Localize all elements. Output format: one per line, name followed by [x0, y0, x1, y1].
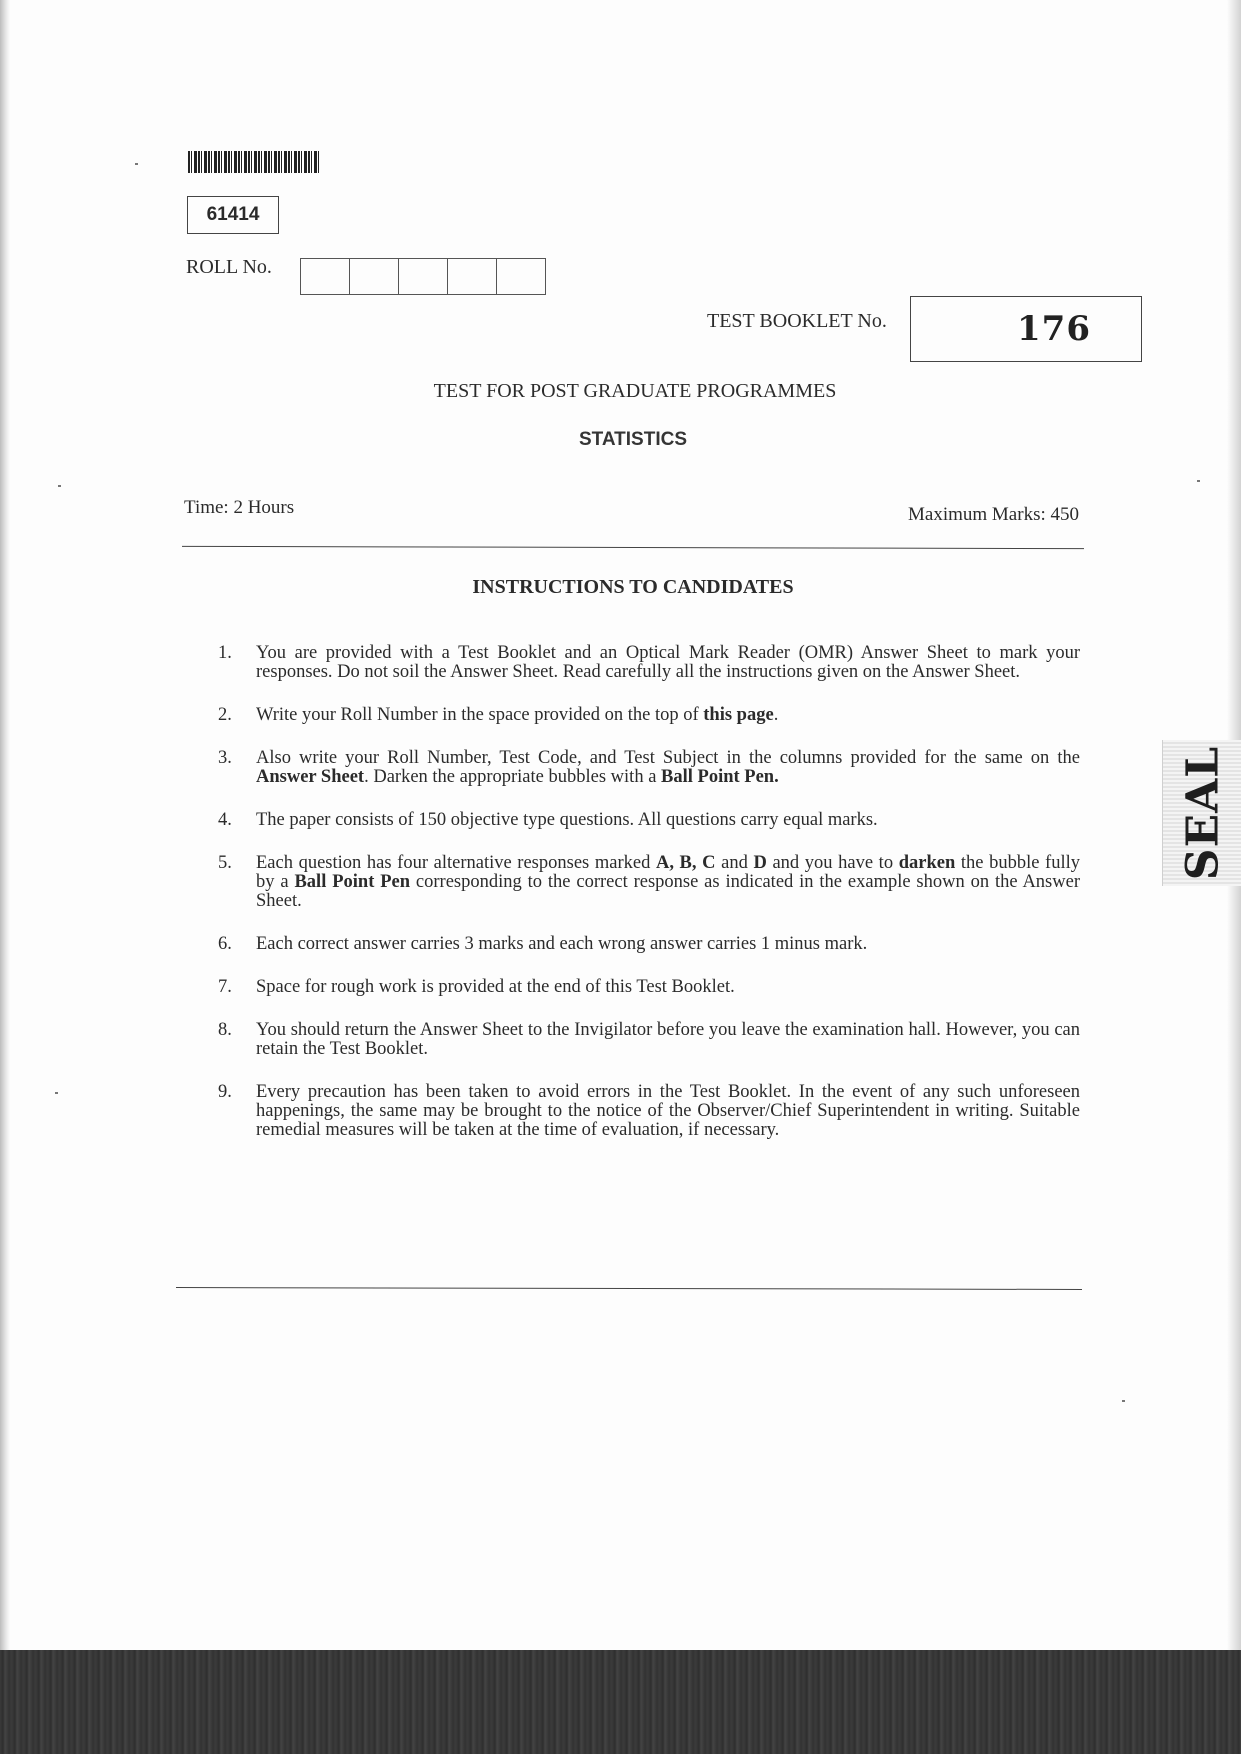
test-booklet-label: TEST BOOKLET No.	[707, 310, 887, 332]
instruction-item	[218, 978, 1080, 997]
instruction-text: Each correct answer carries 3 marks and each wrong answer carries 1 minus mark.	[256, 934, 868, 954]
instruction-text: You should return the Answer Sheet to the Invigilator before you leave the examination hall. However, you can retain the Test Booklet.	[256, 1020, 1080, 1059]
test-booklet-number: 176	[1017, 309, 1091, 349]
instruction-item	[218, 706, 1080, 725]
instruction-number: 5.	[218, 853, 232, 873]
instruction-number: 6.	[218, 934, 232, 954]
instruction-item	[218, 749, 1080, 787]
top-divider	[182, 546, 1084, 549]
scan-speck	[1197, 480, 1200, 482]
paper-left-edge	[0, 0, 10, 1650]
roll-number-boxes[interactable]	[300, 258, 545, 295]
instruction-number: 2.	[218, 705, 232, 725]
maximum-marks: Maximum Marks: 450	[908, 504, 1079, 525]
roll-digit-box[interactable]	[496, 258, 546, 295]
instruction-item	[218, 644, 1080, 682]
test-booklet-number-box	[910, 296, 1142, 362]
instruction-number: 1.	[218, 643, 232, 663]
instruction-number: 7.	[218, 977, 232, 997]
instruction-text: The paper consists of 150 objective type questions. All questions carry equal marks.	[256, 810, 878, 830]
instruction-item	[218, 935, 1080, 954]
scan-speck	[58, 485, 61, 487]
scan-speck	[55, 1092, 58, 1094]
instruction-number: 9.	[218, 1082, 232, 1102]
instruction-item	[218, 1083, 1080, 1140]
roll-digit-box[interactable]	[300, 258, 350, 295]
scan-speck	[1122, 1400, 1125, 1402]
instruction-item	[218, 1021, 1080, 1059]
instruction-number: 4.	[218, 810, 232, 830]
instructions-heading: INSTRUCTIONS TO CANDIDATES	[472, 576, 794, 598]
roll-number-label: ROLL No.	[186, 256, 272, 278]
instructions-list	[218, 644, 1080, 1140]
exam-title: TEST FOR POST GRADUATE PROGRAMMES	[433, 380, 837, 402]
seal-label: SEAL	[1177, 745, 1228, 881]
scanner-background	[0, 1650, 1241, 1754]
instruction-item	[218, 811, 1080, 830]
exam-duration: Time: 2 Hours	[184, 497, 295, 518]
roll-digit-box[interactable]	[398, 258, 448, 295]
scan-speck	[135, 163, 138, 165]
seal-sticker	[1162, 740, 1241, 886]
instruction-text: Space for rough work is provided at the end of this Test Booklet.	[256, 977, 735, 997]
roll-digit-box[interactable]	[349, 258, 399, 295]
instruction-text: Every precaution has been taken to avoid errors in the Test Booklet. In the event of any such unforeseen happenings, the same may be brought to the notice of the Observer/Chief Superintendent in writing. Suitable remedial measures will be taken at the time of evaluation, if necessary.	[256, 1082, 1080, 1140]
instruction-number: 8.	[218, 1020, 232, 1040]
bottom-divider	[176, 1287, 1082, 1290]
barcode	[188, 151, 319, 173]
exam-subject: STATISTICS	[578, 429, 688, 450]
instruction-number: 3.	[218, 748, 232, 768]
test-code-box: 61414	[187, 196, 279, 234]
roll-digit-box[interactable]	[447, 258, 497, 295]
instruction-text: You are provided with a Test Booklet and an Optical Mark Reader (OMR) Answer Sheet to mark your responses. Do not soil the Answer Sheet. Read carefully all the instructions given on the Answer Sheet.	[256, 643, 1080, 682]
instruction-text: Write your Roll Number in the space provided on the top of this page.	[256, 705, 779, 725]
instruction-text: Also write your Roll Number, Test Code, and Test Subject in the columns provided for the same on the Answer Sheet. Darken the appropriate bubbles with a Ball Point Pen.	[256, 748, 1080, 787]
instruction-item	[218, 854, 1080, 911]
instruction-text: Each question has four alternative responses marked A, B, C and D and you have to darken the bubble fully by a Ball Point Pen corresponding to the correct response as indicated in the example shown on the Answer Sheet.	[256, 853, 1080, 911]
